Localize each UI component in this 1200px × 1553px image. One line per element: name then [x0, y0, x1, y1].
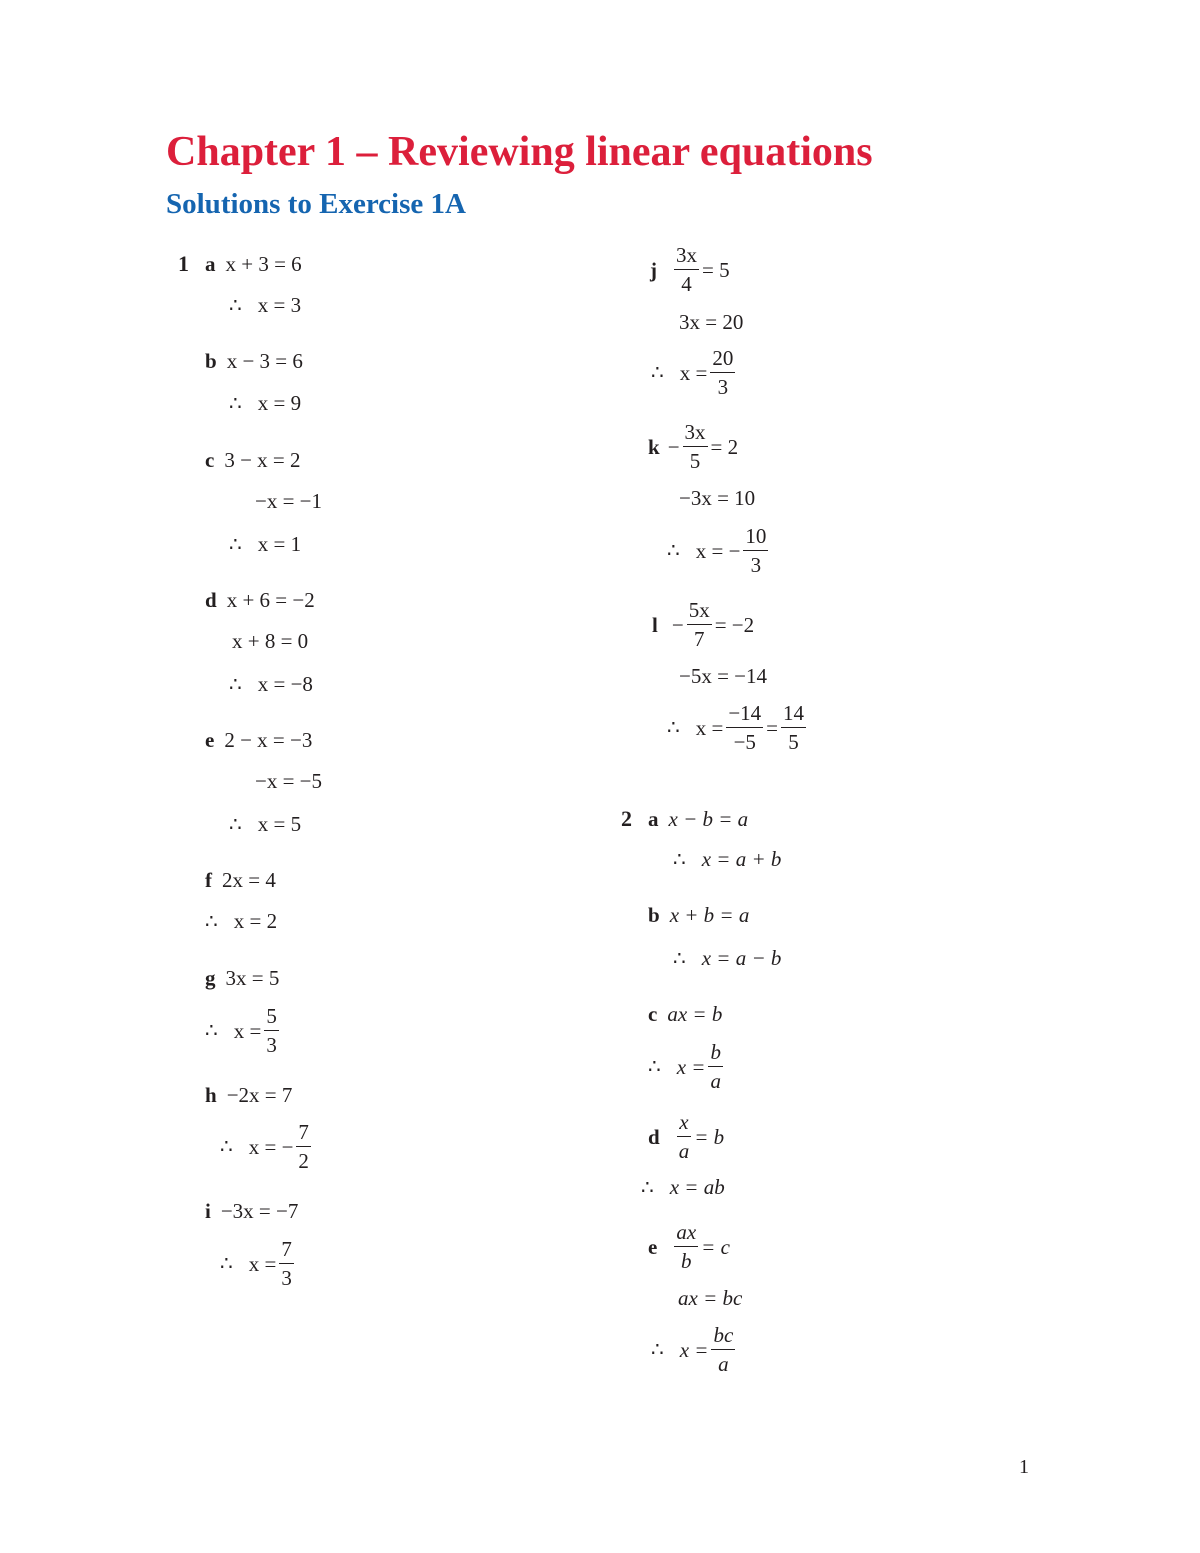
question-number: 2	[621, 806, 632, 831]
fraction-denominator: 2	[298, 1149, 309, 1173]
q2d-line1	[648, 1112, 724, 1162]
equation: x + b = a	[669, 903, 750, 927]
q1f-line2	[205, 911, 277, 932]
therefore-symbol: ∴	[651, 1339, 664, 1361]
q1b-line2	[229, 393, 301, 414]
therefore-symbol: ∴	[229, 533, 242, 556]
q1l-line1	[652, 600, 754, 650]
equation: −3x = 10	[679, 486, 756, 510]
equation: x + 3 = 6	[225, 251, 302, 276]
equation: −x = −5	[255, 769, 323, 793]
q1c-line1	[205, 450, 301, 471]
therefore-symbol: ∴	[648, 1056, 661, 1078]
equation: x = ab	[669, 1175, 725, 1199]
q2d-line2	[641, 1177, 725, 1198]
equation-lhs: x = −	[248, 1134, 294, 1159]
therefore-symbol: ∴	[667, 540, 680, 562]
q2b-line1	[648, 905, 749, 926]
fraction-denominator: 3	[717, 375, 729, 399]
part-label: e	[205, 728, 215, 752]
equation: x = −8	[257, 672, 313, 696]
therefore-symbol: ∴	[205, 910, 218, 933]
equation-rhs: = c	[701, 1234, 730, 1259]
equation: 3x = 5	[225, 966, 280, 990]
equation: −x = −1	[255, 489, 323, 513]
therefore-symbol: ∴	[229, 294, 242, 317]
equation: x − 3 = 6	[226, 349, 303, 373]
q2e-line2	[678, 1288, 742, 1309]
fraction	[710, 348, 735, 398]
question-number: 1	[178, 251, 189, 276]
equation: x = a + b	[701, 847, 782, 871]
q1g-line2	[205, 1006, 282, 1056]
fraction-denominator: 3	[266, 1033, 277, 1057]
part-label: d	[205, 588, 217, 612]
equation: 3 − x = 2	[224, 448, 301, 472]
equation-rhs: = −2	[714, 612, 755, 637]
q1c-line2	[255, 491, 322, 512]
q1b-line1	[205, 351, 303, 372]
q2e-line3	[651, 1325, 738, 1375]
equation: x = 2	[233, 909, 278, 933]
fraction	[687, 600, 712, 650]
q1e-line1	[205, 730, 312, 751]
part-label: l	[652, 612, 658, 637]
q2a-line2	[673, 849, 781, 870]
q1c-line3	[229, 534, 301, 555]
fraction-numerator: 5	[264, 1006, 279, 1031]
q1e-line2	[255, 771, 322, 792]
page-number: 1	[1019, 1456, 1029, 1478]
equation-rhs: = 5	[702, 257, 730, 282]
part-label: c	[205, 448, 215, 472]
q1a-line2	[229, 295, 301, 316]
equation: ax = bc	[678, 1286, 743, 1310]
equation: 3x = 20	[679, 310, 744, 334]
equation-rhs: = b	[694, 1124, 725, 1149]
part-label: d	[648, 1124, 660, 1149]
therefore-symbol: ∴	[651, 362, 664, 384]
q1g-line1	[205, 968, 279, 989]
fraction-denominator: −5	[733, 730, 756, 754]
therefore-symbol: ∴	[220, 1253, 233, 1275]
equation-lhs: x =	[695, 715, 724, 740]
therefore-symbol: ∴	[673, 947, 686, 970]
part-label: h	[205, 1083, 217, 1107]
part-label: b	[205, 349, 217, 373]
equation-rhs: = 2	[710, 434, 739, 459]
fraction-denominator: 5	[689, 449, 701, 473]
fraction-numerator: 3x	[683, 422, 708, 447]
therefore-symbol: ∴	[229, 813, 242, 836]
equation-lhs: x =	[248, 1251, 277, 1276]
q1j-line2	[679, 312, 743, 333]
fraction-denominator: 3	[281, 1266, 292, 1290]
fraction-numerator: bc	[711, 1325, 735, 1350]
fraction-denominator: b	[680, 1249, 692, 1273]
fraction	[781, 703, 806, 753]
fraction	[743, 526, 768, 576]
fraction-numerator: b	[708, 1042, 723, 1067]
fraction-denominator: a	[710, 1069, 721, 1093]
q1k-line3	[667, 526, 771, 576]
equation-prefix: −	[667, 434, 680, 459]
fraction	[726, 703, 763, 753]
q2e-line1	[648, 1222, 730, 1272]
q1i-line2	[220, 1239, 297, 1289]
q1d-line2	[232, 631, 308, 652]
q1d-line3	[229, 674, 313, 695]
part-label: a	[648, 806, 659, 831]
fraction-denominator: a	[678, 1139, 690, 1163]
fraction-numerator: 3x	[674, 245, 699, 270]
therefore-symbol: ∴	[641, 1176, 654, 1199]
equation: x = 9	[257, 391, 302, 415]
therefore-symbol: ∴	[667, 717, 680, 739]
q1i-line1	[205, 1201, 298, 1222]
fraction-denominator: 4	[681, 272, 692, 296]
fraction-numerator: 5x	[687, 600, 712, 625]
q1h-line2	[220, 1122, 314, 1172]
q1e-line3	[229, 814, 301, 835]
q2c-line1	[648, 1004, 722, 1025]
equation-lhs: x = −	[695, 538, 741, 563]
part-label: c	[648, 1002, 658, 1026]
fraction	[674, 245, 699, 295]
q2a-line1	[621, 808, 748, 830]
equation: x − b = a	[668, 806, 749, 831]
fraction-numerator: x	[677, 1112, 690, 1137]
equals-sign: =	[766, 715, 779, 740]
fraction-denominator: 7	[693, 627, 705, 651]
equation-lhs: x =	[233, 1018, 262, 1043]
fraction	[683, 422, 708, 472]
equation: −2x = 7	[226, 1083, 293, 1107]
fraction	[264, 1006, 279, 1056]
part-label: a	[205, 251, 216, 276]
equation: x = 3	[257, 293, 302, 317]
equation-prefix: −	[671, 612, 684, 637]
part-label: f	[205, 868, 212, 892]
equation: −5x = −14	[679, 664, 768, 688]
fraction	[711, 1325, 735, 1375]
fraction-numerator: 7	[279, 1239, 294, 1264]
part-label: e	[648, 1234, 658, 1259]
fraction-numerator: −14	[726, 703, 763, 728]
part-label: b	[648, 903, 660, 927]
fraction-numerator: 10	[743, 526, 768, 551]
q1l-line2	[679, 666, 767, 687]
equation: 2 − x = −3	[224, 728, 313, 752]
q1k-line2	[679, 488, 755, 509]
fraction	[674, 1222, 698, 1272]
therefore-symbol: ∴	[673, 848, 686, 871]
fraction-numerator: 14	[781, 703, 806, 728]
equation: ax = b	[667, 1002, 723, 1026]
fraction-numerator: ax	[674, 1222, 698, 1247]
fraction	[677, 1112, 692, 1162]
therefore-symbol: ∴	[205, 1020, 218, 1042]
q2c-line2	[648, 1042, 726, 1092]
equation-lhs: x =	[679, 1337, 709, 1362]
part-label: i	[205, 1199, 211, 1223]
q1a-line1	[178, 253, 302, 275]
equation: x + 8 = 0	[232, 629, 309, 653]
q1l-line3	[667, 703, 809, 753]
equation: x = 5	[257, 812, 302, 836]
q2b-line2	[673, 948, 781, 969]
equation: −3x = −7	[220, 1199, 299, 1223]
therefore-symbol: ∴	[220, 1136, 233, 1158]
part-label: j	[650, 257, 657, 282]
fraction-numerator: 20	[710, 348, 735, 373]
q1d-line1	[205, 590, 315, 611]
q1j-line1	[650, 245, 730, 295]
q1j-line3	[651, 348, 738, 398]
equation-lhs: x =	[679, 360, 708, 385]
fraction-denominator: 5	[788, 730, 799, 754]
part-label: g	[205, 966, 216, 990]
q1f-line1	[205, 870, 276, 891]
equation: x = 1	[257, 532, 302, 556]
page-title: Chapter 1 – Reviewing linear equations	[166, 129, 873, 175]
section-subtitle: Solutions to Exercise 1A	[166, 188, 466, 220]
q1k-line1	[648, 422, 738, 472]
fraction	[296, 1122, 311, 1172]
part-label: k	[648, 434, 660, 459]
equation: 2x = 4	[222, 868, 276, 892]
fraction-denominator: a	[718, 1352, 729, 1376]
therefore-symbol: ∴	[229, 392, 242, 415]
fraction-numerator: 7	[296, 1122, 311, 1147]
equation: x + 6 = −2	[226, 588, 315, 612]
equation: x = a − b	[701, 946, 782, 970]
q1h-line1	[205, 1085, 292, 1106]
fraction	[708, 1042, 723, 1092]
fraction-denominator: 3	[750, 553, 762, 577]
equation-lhs: x =	[676, 1054, 706, 1079]
fraction	[279, 1239, 294, 1289]
therefore-symbol: ∴	[229, 673, 242, 696]
